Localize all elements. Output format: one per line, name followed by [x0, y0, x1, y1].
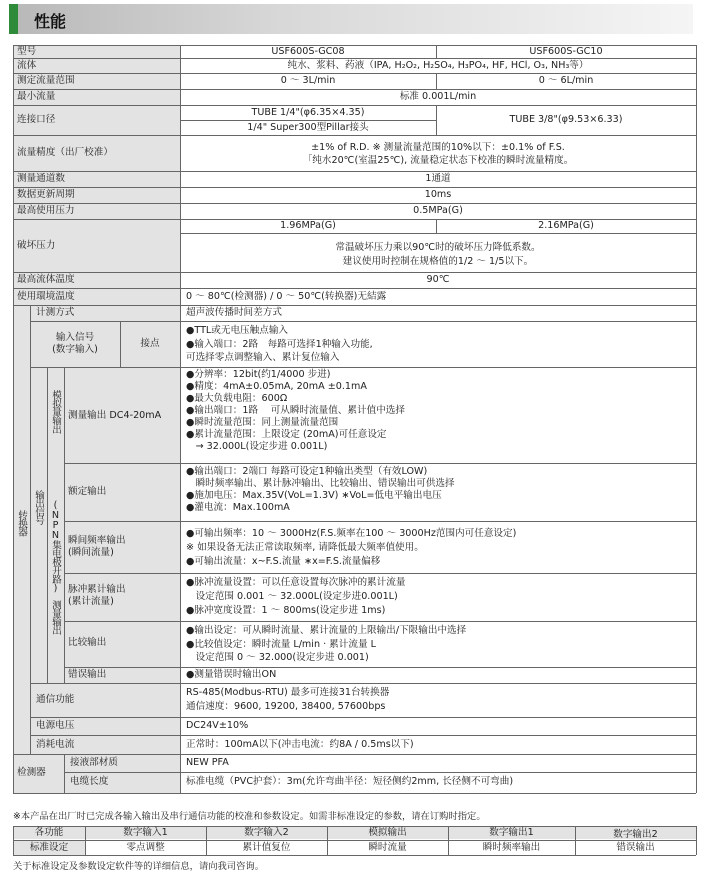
- channels-value: 1通道: [425, 173, 451, 184]
- input-line3: 可选择零点调整输入、累计复位输入: [186, 352, 340, 363]
- update-value: 10ms: [424, 189, 452, 200]
- model-gc10: USF600S-GC10: [529, 46, 603, 57]
- max-temp-value: 90℃: [426, 274, 450, 285]
- analog-line: ●瞬时流量范围：同上测量流量范围: [186, 417, 339, 428]
- material-label: 接液部材质: [70, 757, 118, 768]
- analog-line: ●累计流量范围：上限设定 (20mA)可任意设定: [186, 429, 387, 440]
- default-table-function: 模拟输出: [368, 827, 407, 838]
- env-temp-value: 0 ～ 80℃(检测器) / 0 ～ 50℃(转换器)无結露: [186, 291, 387, 302]
- connection-gc10: TUBE 3/8"(φ9.53×6.33): [509, 114, 623, 125]
- error-output-title: 错误输出: [68, 669, 107, 680]
- comm-line1: RS-485(Modbus-RTU) 最多可连接31台转换器: [186, 687, 390, 698]
- consumption-value: 正常时：100mA以下(冲击电流：约8A / 0.5ms以下): [186, 739, 414, 750]
- analog-line: ●输出端口：1路 可从瞬时流量值、累计值中选择: [186, 405, 405, 416]
- material-value: NEW PFA: [186, 757, 229, 768]
- rated-line: 瞬时频率输出、累计脉冲输出、比较输出、错误输出可供选择: [186, 478, 455, 489]
- default-table-value: 瞬时流量: [368, 842, 407, 853]
- converter-label: 转换器: [16, 510, 27, 536]
- analog-output-title: 测量输出 DC4-20mA: [68, 410, 162, 421]
- range-gc08: 0 ～ 3L/min: [280, 75, 336, 86]
- comm-line2: 通信速度：9600, 19200, 38400, 57600bps: [186, 701, 386, 712]
- row-label-channels: 测量通道数: [17, 173, 65, 184]
- pulse-output-lines: [186, 576, 405, 618]
- analog-line: ●分辨率：12bit(约1/4000 步进): [186, 369, 331, 380]
- section-accent-bar: [9, 4, 18, 34]
- section-title: 性能: [34, 12, 67, 31]
- rated-line: ●灌电流：Max.100mA: [186, 502, 290, 513]
- default-table-function: 数字输入2: [244, 827, 289, 838]
- compare-output-lines: [186, 624, 466, 665]
- accuracy-line1: ±1% of R.D. ※ 测量流量范围的10%以下：±0.1% of F.S.: [311, 142, 565, 153]
- freq-output-lines: [186, 527, 516, 569]
- consumption-label: 消耗电流: [36, 739, 75, 750]
- rated-line: ●施加电压：Max.35V(VoL=1.3V) ∗VoL=低电平输出电压: [186, 490, 442, 501]
- cable-label: 电缆长度: [70, 776, 109, 787]
- accuracy-line2: 「纯水20℃(室温25℃), 流量稳定状态下校准的瞬时流量精度。: [302, 155, 574, 166]
- connection-gc08-tube: TUBE 1/4"(φ6.35×4.35): [251, 107, 365, 118]
- analog-line: ●最大负载电阻：600Ω: [186, 393, 288, 404]
- row-label-accuracy: 流量精度（出厂校准）: [17, 147, 113, 158]
- cable-value: 标准电缆（PVC护套）：3m(允许弯曲半径：短径侧约2mm, 长径侧不可弯曲): [186, 776, 514, 787]
- default-table-row-label: 各功能: [34, 827, 64, 838]
- default-table-value: 零点调整: [126, 842, 165, 853]
- rated-output-lines: [186, 466, 455, 514]
- footnote-bottom: 关于标准设定及参数设定软件等的详细信息，请向我司咨询。: [13, 861, 265, 872]
- rated-line: ●输出端口：2端口 每路可设定1种输出类型（有效LOW): [186, 466, 428, 477]
- analog-output-label: 模拟量输出: [50, 390, 61, 433]
- burst-gc10: 2.16MPa(G): [538, 220, 594, 231]
- row-label-fluid: 流体: [17, 60, 37, 71]
- min-flow-value: 标准 0.001L/min: [399, 91, 477, 102]
- compare-line: ●比较值设定：瞬时流量 L/min · 累计流量 L: [186, 638, 376, 650]
- burst-note1: 常温破坏压力乘以90℃时的破坏压力降低系数。: [335, 242, 541, 253]
- default-table-row-label: 标准设定: [29, 842, 69, 853]
- input-line1: ●TTL或无电压触点输入: [186, 325, 289, 336]
- row-label-env-temp: 使用環境温度: [17, 291, 75, 302]
- method-label: 计测方式: [36, 307, 75, 318]
- footnote-top: ※本产品在出厂时已完成各输入输出及串行通信功能的校准和参数设定。如需非标准设定的参数，请在订购时指定。: [13, 811, 486, 822]
- freq-line: ●可输出频率：10 ～ 3000Hz(F.S.频率在100 ～ 3000Hz范围内可任意设定): [186, 528, 517, 539]
- default-table-function: 数字输入1: [123, 827, 168, 838]
- model-gc08: USF600S-GC08: [271, 46, 345, 57]
- row-label-min-flow: 最小流量: [17, 91, 56, 102]
- freq-output-title: 瞬间频率输出 (瞬间流量): [68, 535, 126, 558]
- analog-line: ●精度：4mA±0.05mA, 20mA ±0.1mA: [186, 381, 367, 392]
- npn-label: (NPN集电极开路): [50, 500, 61, 593]
- input-line2: ●输入端口：2路 每路可选择1种输入功能,: [186, 339, 373, 350]
- input-signal-label: 输入信号 (数字输入): [52, 332, 98, 355]
- default-table-function: 数字输出2: [613, 829, 658, 840]
- row-label-max-temp: 最高流体温度: [17, 274, 75, 285]
- row-label-connection: 连接口径: [17, 114, 56, 125]
- method-value: 超声波传播时间差方式: [186, 307, 282, 318]
- default-table-value: 错误输出: [616, 842, 655, 853]
- row-label-burst: 破坏压力: [17, 240, 56, 251]
- pulse-line: ●脉冲流量设置：可以任意设置每次脉冲的累计流量: [186, 577, 406, 588]
- power-label: 电源电压: [36, 720, 75, 731]
- measurement-output-label: 测量输出: [50, 600, 61, 635]
- pulse-line: 设定范围 0.001 ～ 32.000L(设定步进0.001L): [186, 591, 398, 602]
- row-label-max-pressure: 最高使用压力: [17, 205, 75, 216]
- max-pressure-value: 0.5MPa(G): [413, 205, 463, 216]
- comm-label: 通信功能: [36, 694, 75, 705]
- compare-output-title: 比较输出: [68, 637, 107, 648]
- freq-line: ●可输出流量：x~F.S.流量 ∗x=F.S.流量偏移: [186, 556, 381, 567]
- rated-output-title: 额定输出: [68, 486, 107, 497]
- pulse-output-title: 脉冲累计输出 (累计流量): [68, 584, 126, 607]
- connection-gc08-pillar: 1/4" Super300型Pillar接头: [247, 122, 369, 133]
- burst-note2: 建议使用时控制在规格值的1/2 ～ 1/5以下。: [342, 256, 534, 267]
- row-label-model: 型号: [17, 46, 37, 57]
- converter-label-bg: [13, 305, 180, 754]
- error-output-value: ●测量错误时输出ON: [186, 669, 277, 680]
- default-table-value: 累计值复位: [242, 842, 291, 853]
- pulse-line: ●脉冲宽度设置：1 ～ 800ms(设定步进 1ms): [186, 605, 386, 616]
- compare-line: ●输出设定：可从瞬时流量、累计流量的上限输出/下限输出中选择: [186, 625, 467, 636]
- power-value: DC24V±10%: [186, 720, 249, 731]
- detector-label: 检测器: [17, 767, 46, 778]
- row-label-range: 测定流量范围: [17, 75, 75, 86]
- fluid-value: 纯水、浆料、药液（IPA, H₂O₂, H₂SO₄, H₃PO₄, HF, HCl, O₃, NH₃等）: [287, 60, 589, 71]
- analog-output-lines: [186, 369, 405, 453]
- analog-line: → 32.000L(设定步进 0.001L): [186, 441, 328, 452]
- range-gc10: 0 ～ 6L/min: [538, 75, 594, 86]
- output-signal-label: 输出信号: [33, 490, 44, 525]
- row-label-update: 数据更新周期: [17, 189, 75, 200]
- freq-line: ※ 如果设备无法正常读取频率, 请降低最大频率值使用。: [186, 542, 424, 553]
- default-table-function: 数字输出1: [489, 827, 534, 838]
- input-contact-label: 接点: [140, 338, 160, 349]
- section-header: [9, 4, 693, 34]
- default-table-value: 瞬时频率输出: [482, 842, 541, 853]
- compare-line: 设定范围 0 ～ 32.000(设定步进 0.001): [186, 652, 369, 663]
- burst-gc08: 1.96MPa(G): [280, 220, 336, 231]
